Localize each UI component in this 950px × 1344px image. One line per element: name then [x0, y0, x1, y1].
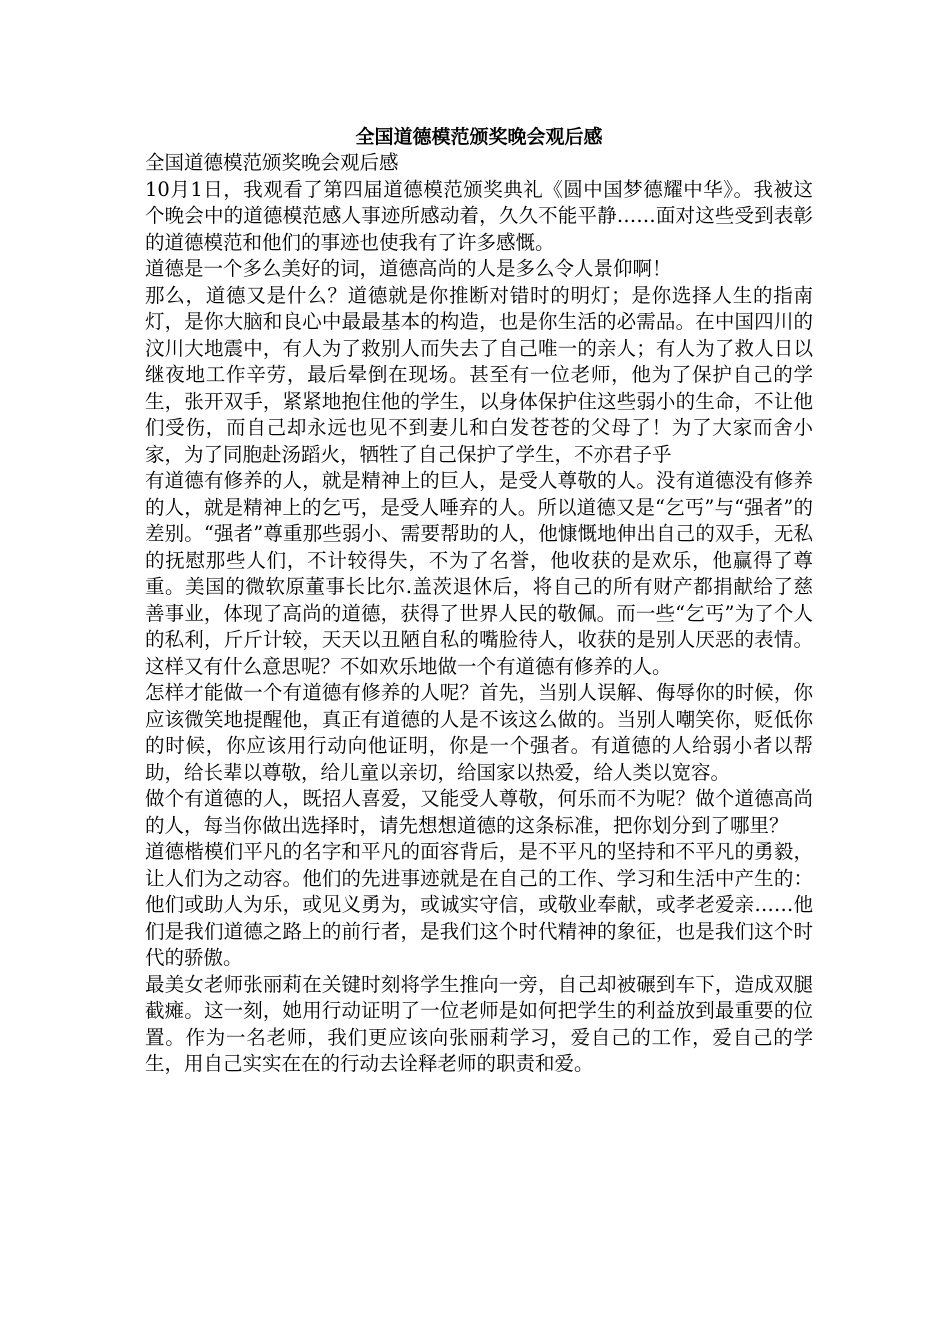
- paragraph-morality-beautiful: 道德是一个多么美好的词，道德高尚的人是多么令人景仰啊！: [145, 257, 672, 280]
- paragraph-be-a-moral-person: 做个有道德的人，既招人喜爱，又能受人尊敬，何乐而不为呢？做个道德高尚的人，每当你做出选择时，请先想想道德的这条标准，把你划分到了哪里？: [145, 787, 813, 837]
- document-title: 全国道德模范颁奖晚会观后感: [355, 126, 603, 148]
- paragraph-giants-and-beggars: 有道德有修养的人，就是精神上的巨人，是受人尊敬的人。没有道德没有修养的人，就是精神上的乞丐，是受人唾弃的人。所以道德又是“乞丐”与“强者”的差别。“强者”尊重那些弱小、需要帮助的人，他慷慨地伸出自己的双手，无私的抚慰那些人们，不计较得失，不为了名誉，他收获的是欢乐，他赢得了尊重。美国的微软原董事长比尔.盖茨退休后，将自己的所有财产都捐献给了慈善事业，体现了高尚的道德，获得了世界人民的敬佩。而一些“乞丐”为了个人的私利，斤斤计较，天天以丑陋自私的嘴脸待人，收获的是别人厌恶的表情。这样又有什么意思呢？不如欢乐地做一个有道德有修养的人。: [145, 469, 813, 678]
- paragraph-zhang-lili: 最美女老师张丽莉在关键时刻将学生推向一旁，自己却被碾到车下，造成双腿截瘫。这一刻，她用行动证明了一位老师是如何把学生的利益放到最重要的位置。作为一名老师，我们更应该向张丽莉学习，爱自己的工作，爱自己的学生，用自己实实在在的行动去诠释老师的职责和爱。: [145, 972, 813, 1075]
- paragraph-intro: 10月1日，我观看了第四届道德模范颁奖典礼《圆中国梦德耀中华》。我被这个晚会中的道德模范感人事迹所感动着，久久不能平静……面对这些受到表彰的道德模范和他们的事迹也使我有了许多感慨。: [145, 177, 813, 254]
- paragraph-how-to-be-moral: 怎样才能做一个有道德有修养的人呢？首先，当别人误解、侮辱你的时候，你应该微笑地提醒他，真正有道德的人是不该这么做的。当别人嘲笑你，贬低你的时候，你应该用行动向他证明，你是一个强者。有道德的人给弱小者以帮助，给长辈以尊敬，给儿童以亲切，给国家以热爱，给人类以宽容。: [145, 681, 813, 784]
- document-page: [145, 124, 813, 1078]
- paragraph-what-is-morality: 那么，道德又是什么？道德就是你推断对错时的明灯；是你选择人生的指南灯，是你大脑和良心中最最基本的构造，也是你生活的必需品。在中国四川的汶川大地震中，有人为了救别人而失去了自己唯一的亲人；有人为了救人日以继夜地工作辛劳，最后晕倒在现场。甚至有一位老师，他为了保护自己的学生，张开双手，紧紧地抱住他的学生，以身体保护住这些弱小的生命，不让他们受伤，而自己却永远也见不到妻儿和白发苍苍的父母了！为了大家而舍小家，为了同胞赴汤蹈火，牺牲了自己保护了学生，不亦君子乎: [145, 283, 813, 466]
- paragraph-subtitle: 全国道德模范颁奖晚会观后感: [145, 151, 399, 174]
- paragraph-moral-models: 道德楷模们平凡的名字和平凡的面容背后，是不平凡的坚持和不平凡的勇毅，让人们为之动容。他们的先进事迹就是在自己的工作、学习和生活中产生的：他们或助人为乐，或见义勇为，或诚实守信，或敬业奉献，或孝老爱亲……他们是我们道德之路上的前行者，是我们这个时代精神的象征，也是我们这个时代的骄傲。: [145, 840, 813, 969]
